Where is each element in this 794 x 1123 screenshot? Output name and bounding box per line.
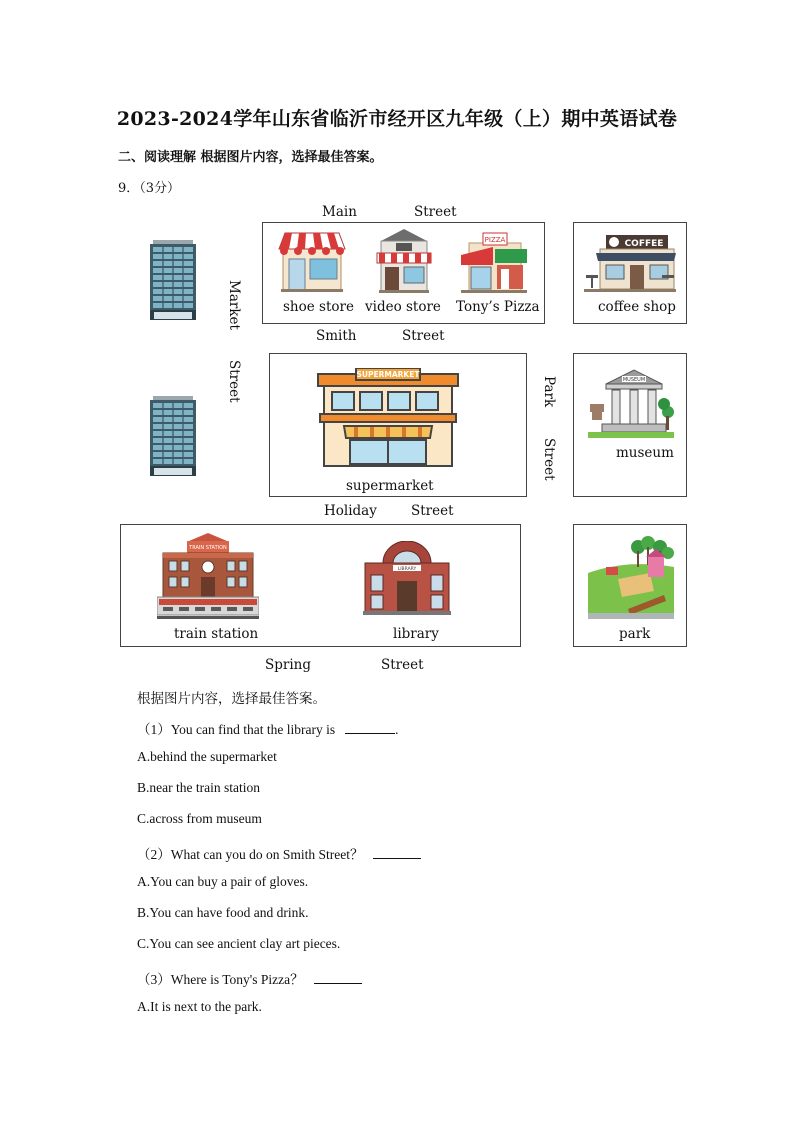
- video-store-caption: video store: [365, 299, 441, 315]
- museum-block: [573, 353, 687, 497]
- museum-icon: [588, 368, 674, 440]
- market-street-label-2: Street: [226, 360, 242, 403]
- question-1: [137, 718, 398, 738]
- shoe-store-icon: [277, 231, 347, 293]
- park-caption: park: [619, 626, 651, 642]
- question-1-stem: （1）You can find that the library is: [137, 722, 336, 737]
- office-tower-icon-2: [150, 396, 196, 479]
- question-1-blank[interactable]: [345, 721, 395, 734]
- office-tower-icon: [150, 240, 196, 323]
- coffee-shop-icon: [584, 233, 676, 293]
- question-3: [137, 968, 362, 988]
- question-number: 9．（3分）: [118, 181, 181, 196]
- train-station-icon: [157, 533, 259, 621]
- park-street-label: Park: [541, 376, 557, 408]
- question-3-blank[interactable]: [314, 971, 362, 984]
- supermarket-icon: [316, 368, 460, 468]
- pizza-shop-icon: [459, 229, 529, 293]
- library-icon: [363, 541, 451, 615]
- coffee-shop-block: [573, 222, 687, 324]
- park-icon: [588, 533, 674, 619]
- holiday-street-label-2: Street: [411, 503, 454, 519]
- question-1-option-c[interactable]: C.across from museum: [137, 811, 262, 826]
- smith-street-label-2: Street: [402, 328, 445, 344]
- supermarket-sign: SUPERMARKET: [356, 370, 420, 379]
- main-street-block: [262, 222, 545, 324]
- page-title: 2023-2024学年山东省临沂市经开区九年级（上）期中英语试卷: [116, 108, 678, 130]
- main-street-label-1: Main: [322, 204, 357, 220]
- museum-caption: museum: [616, 445, 674, 461]
- question-2-blank[interactable]: [373, 846, 421, 859]
- section-heading: 二、阅读理解 根据图片内容，选择最佳答案。: [118, 150, 383, 165]
- shoe-store-caption: shoe store: [283, 299, 354, 315]
- holiday-street-block: [120, 524, 521, 647]
- library-caption: library: [393, 626, 439, 642]
- train-station-caption: train station: [174, 626, 259, 642]
- question-2-option-c[interactable]: C.You can see ancient clay art pieces.: [137, 936, 341, 951]
- pizza-sign: PIZZA: [484, 236, 506, 244]
- question-1-option-a[interactable]: A.behind the supermarket: [137, 749, 277, 764]
- video-store-icon: [375, 229, 433, 293]
- market-street-label: Market: [226, 280, 242, 330]
- question-2: [137, 843, 421, 863]
- tonys-pizza-caption: Tony’s Pizza: [456, 299, 540, 315]
- holiday-street-label-1: Holiday: [324, 503, 377, 519]
- park-street-label-2: Street: [541, 438, 557, 481]
- question-3-stem: （3）Where is Tony's Pizza？: [137, 972, 304, 987]
- question-2-option-b[interactable]: B.You can have food and drink.: [137, 905, 309, 920]
- question-2-option-a[interactable]: A.You can buy a pair of gloves.: [137, 874, 309, 889]
- question-2-stem: （2）What can you do on Smith Street？: [137, 847, 364, 862]
- coffee-sign: COFFEE: [624, 239, 664, 249]
- coffee-shop-caption: coffee shop: [598, 299, 676, 315]
- spring-street-label-2: Street: [381, 657, 424, 673]
- question-1-option-b[interactable]: B.near the train station: [137, 780, 260, 795]
- question-1-tail: .: [395, 722, 399, 737]
- question-3-option-a[interactable]: A.It is next to the park.: [137, 999, 262, 1014]
- museum-sign: MUSEUM: [622, 377, 646, 383]
- spring-street-label-1: Spring: [265, 657, 311, 673]
- instruction: 根据图片内容，选择最佳答案。: [137, 691, 326, 706]
- smith-street-label-1: Smith: [316, 328, 357, 344]
- supermarket-caption: supermarket: [346, 478, 434, 494]
- supermarket-block: [269, 353, 527, 497]
- park-block: [573, 524, 687, 647]
- main-street-label-2: Street: [414, 204, 457, 220]
- train-station-sign: TRAIN STATION: [189, 545, 227, 551]
- library-sign: LIBRARY: [397, 567, 417, 572]
